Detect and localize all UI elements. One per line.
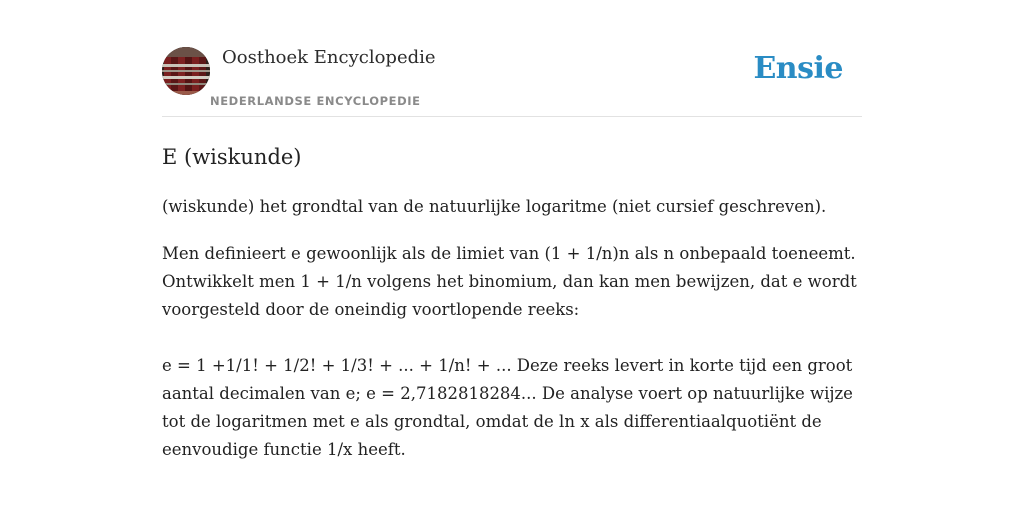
site-title[interactable]: Oosthoek Encyclopedie [222, 47, 436, 68]
article-paragraph: Men definieert e gewoonlijk als de limiet van (1 + 1/n)n als n onbepaald toeneemt. Ontwikkelt men 1 + 1/n volgens het binomium, dan kan men bewijzen, dat e wordt voorgesteld door de oneindig voortlopende reeks: [162, 244, 857, 319]
encyclopedia-books-icon[interactable] [162, 47, 210, 95]
article-title: E (wiskunde) [162, 145, 302, 169]
entry-card [162, 44, 862, 464]
article-paragraph: (wiskunde) het grondtal van de natuurlijke logaritme (niet cursief geschreven). [162, 197, 827, 216]
article-paragraph: e = 1 +1/1! + 1/2! + 1/3! + ... + 1/n! + ... Deze reeks levert in korte tijd een groot aantal decimalen van e; e = 2,7182818284... De analyse voert op natuurlijke wijze tot de logaritmen met e als grondtal, omdat de ln x als differentiaalquotiënt de eenvoudige functie 1/x heeft. [162, 356, 853, 459]
brand-logo[interactable]: Ensie [753, 51, 843, 86]
article-body [162, 193, 862, 464]
site-subtitle: NEDERLANDSE ENCYCLOPEDIE [210, 94, 421, 108]
paragraph-gap [162, 324, 862, 352]
entry-header [162, 44, 862, 117]
